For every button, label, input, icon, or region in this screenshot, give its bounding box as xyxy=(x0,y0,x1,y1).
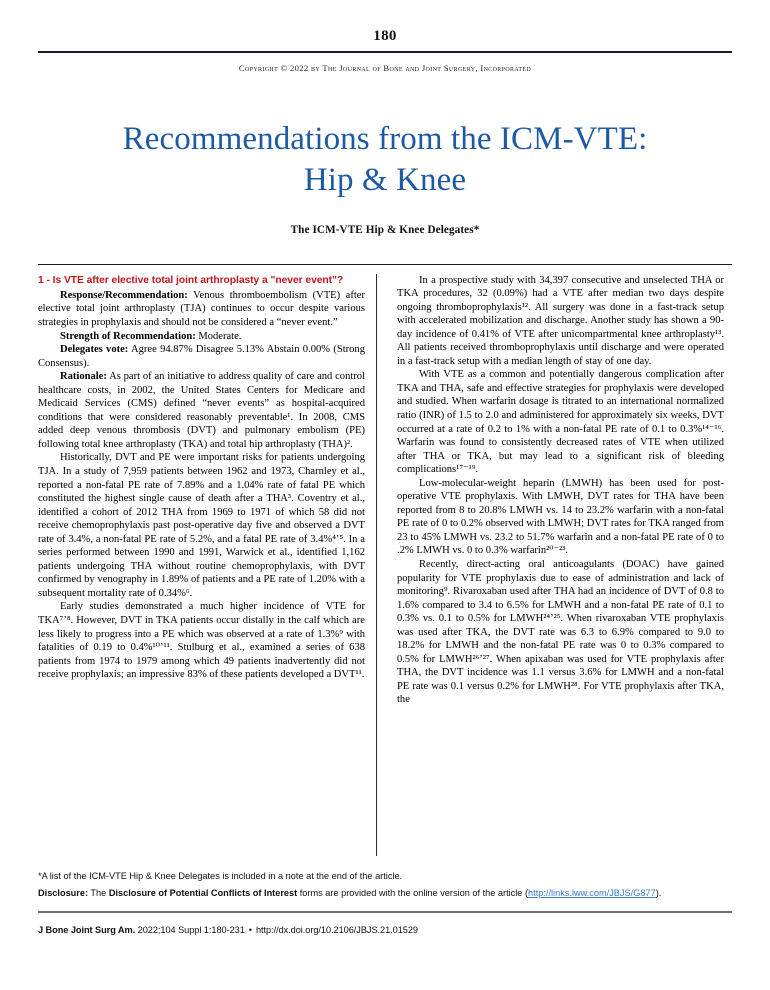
disclosure-link[interactable]: http://links.lww.com/JBJS/G877 xyxy=(528,887,656,898)
paragraph-lead: Rationale: xyxy=(60,371,107,383)
paragraph xyxy=(397,274,724,369)
column-divider xyxy=(376,274,377,856)
disclosure-end: ). xyxy=(655,887,662,898)
journal-volume: 2022;104 Suppl 1:180-231 xyxy=(137,925,245,935)
paragraph-text: Historically, DVT and PE were important risks for patients undergoing TJA. In a study of 7,959 patients between 1962 and 1973, Charnley et al., reported a non-fatal PE rate of 7.89% and a 1.04% rate of fatal PE which constituted the highest single cause of death after a THA³. Coventry et al., identified a cohort of 2012 THA from 1969 to 1971 of which 58 did not receive chemoprophylaxis past post-operative day five and observed a DVT rate of 3.4%, a non-fatal PE rate of 5.2%, and a fatal PE rate of 3.4%⁴’⁵. In a series performed between 1990 and 1991, Warwick et al., identified 1,162 patients undergoing THA without routine chemoprophylaxis, with DVT confirmed by venography in 1.89% of patients and a PE rate of 1.20% with a subsequent mortality rate of 0.34%⁶. xyxy=(38,452,365,599)
journal-doi: http://dx.doi.org/10.2106/JBJS.21.01529 xyxy=(255,925,418,935)
right-column-paragraphs xyxy=(397,274,724,708)
left-column xyxy=(38,274,376,856)
paragraph-text: Venous thromboembolism (VTE) after elective total joint arthroplasty (TJA) continues to occur despite various strategies in prophylaxis and should not be considered a “never event.” xyxy=(38,289,365,328)
citation-separator: • xyxy=(248,925,252,935)
paragraph-text: In a prospective study with 34,397 consecutive and unselected THA or TKA procedures, 32 (0.09%) had a VTE after median two days despite ongoing thromboprophylaxis¹². All surgery was done in a fast-track setup with accelerated mobilization and discharge. Another study has shown a 90-day incidence of 0.41% of VTE after unicompartmental knee arthroplasty¹³. All patients received thromboprophylaxis until discharge and were operated in a fast-track setup with a median length of stay of one day. xyxy=(397,274,724,367)
paragraph xyxy=(38,370,365,451)
paragraph xyxy=(38,330,365,344)
paragraph xyxy=(397,558,724,707)
paragraph-text: With VTE as a common and potentially dangerous complication after TKA and THA, safe and effective strategies for prophylaxis were developed and studied. When warfarin dosage is titrated to an international normalized ratio (INR) of 1.5 to 2.0 and administered for approximately six weeks, DVT occurred at a rate of 0.2 to 1% with a non-fatal PE rate of 0.1 to 0.3%¹⁴⁻¹⁶. Warfarin was found to consistently decreased rates of VTE when utilized after THA or TKA, but may lead to a significant risk of bleeding complications¹⁷⁻¹⁹. xyxy=(397,369,724,476)
paragraph xyxy=(38,600,365,681)
paragraph-lead: Delegates vote: xyxy=(60,344,129,356)
disclosure-title: Disclosure of Potential Conflicts of Interest xyxy=(108,887,298,898)
disclosure-note xyxy=(38,886,732,900)
paragraph xyxy=(38,343,365,370)
journal-name: J Bone Joint Surg Am. xyxy=(38,925,136,935)
paragraph-text: As part of an initiative to address quality of care and control healthcare costs, in 2002, the United States Centers for Medicare and Medicaid Services (CMS) defined “never events” as hospital-acquired conditions that were considered reasonably preventable¹. In 2008, CMS added deep venous thrombosis (DVT) and pulmonary embolism (PE) following total knee arthroplasty (TKA) and total hip arthroplasty (THA)². xyxy=(38,371,365,450)
journal-citation xyxy=(38,925,732,935)
paragraph xyxy=(38,289,365,330)
paragraph-text: Early studies demonstrated a much higher incidence of VTE for TKA⁷’⁸. However, DVT in TKA patients occur distally in the calf which are less likely to progress into a PE which was observed at a rate of 1.3%⁹ with fatalities of 0.19 to 0.4%¹⁰’¹¹. Stulburg et al., examined a series of 638 patients from 1974 to 1979 among which 49 patients inadvertently did not receive prophylaxis; an impressive 83% of these patients developed a DVT¹¹. xyxy=(38,601,365,681)
page-number: 180 xyxy=(373,28,397,44)
footer-rule xyxy=(38,911,732,913)
paragraph-text: Recently, direct-acting oral anticoagulants (DOAC) have gained popularity for VTE prophylaxis due to ease of administration and lack of monitoring⁹. Rivaroxaban used after THA had an incidence of DVT of 0.8 to 1.6% compared to 3.4 to 6.5% for LMWH and a non-fatal PE rate of 0.1 to 0.3% vs. 0.1 to 0.5% for LMWH²⁴’²⁵. When rivaroxaban VTE prophylaxis was used after TKA, the DVT rate was 6.3 to 6.9% compared to 9.0 to 18.2% for LMWH and the non-fatal PE rate was 0 to 0.3% compared to 0.5% for LMWH²⁶’²⁷. When apixaban was used for VTE prophylaxis after THA, the DVT incidence was 1.1 versus 3.6% for LMWH and a non-fatal PE rate was 0.1 versus 0.2% for LMWH²⁸. For VTE prophylaxis after TKA, the xyxy=(397,558,724,706)
header-rule xyxy=(38,51,732,53)
title-block xyxy=(38,119,732,236)
footnotes-block xyxy=(38,869,732,901)
copyright-notice: Copyright © 2022 by The Journal of Bone and Joint Surgery, Incorporated xyxy=(238,63,532,73)
paragraph-text: Low-molecular-weight heparin (LMWH) has been used for post-operative VTE prophylaxis. With LMWH, DVT rates for THA have been reported from 8 to 20.8% LMWH vs. 14 to 23.2% warfarin with a non-fatal PE rate of 0 to 0.2% observed with LMWH; DVT rates for TKA ranged from 23 to 45% LMWH vs. 23.2 to 51.7% warfarin and a non-fatal PE rate of 0 to .2% LMWH vs. 0 to 0.3% warfarin²⁰⁻²³. xyxy=(397,477,724,557)
article-title-line-1: Recommendations from the ICM-VTE: xyxy=(122,121,648,157)
disclosure-pre: The xyxy=(88,887,109,898)
paragraph xyxy=(397,368,724,476)
paragraph-text: Agree 94.87% Disagree 5.13% Abstain 0.00% (Strong Consensus). xyxy=(38,344,365,369)
article-title-line-2: Hip & Knee xyxy=(303,162,467,199)
paragraph-text: Moderate. xyxy=(195,330,242,342)
question-heading: 1 - Is VTE after elective total joint arthroplasty a "never event"? xyxy=(38,274,344,286)
paragraph-lead: Strength of Recommendation: xyxy=(60,330,196,342)
body-columns xyxy=(38,274,732,856)
article-title xyxy=(38,119,732,202)
left-column-paragraphs xyxy=(38,289,365,682)
body-top-rule xyxy=(38,264,732,265)
disclosure-label: Disclosure: xyxy=(38,887,89,898)
disclosure-post: forms are provided with the online version of the article ( xyxy=(297,887,529,898)
paragraph xyxy=(38,451,365,600)
paragraph xyxy=(397,477,724,558)
paragraph-lead: Response/Recommendation: xyxy=(60,289,188,301)
delegate-note: *A list of the ICM-VTE Hip & Knee Delegates is included in a note at the end of the article. xyxy=(38,870,403,881)
right-column xyxy=(386,274,724,856)
author-byline: The ICM-VTE Hip & Knee Delegates* xyxy=(290,223,480,236)
